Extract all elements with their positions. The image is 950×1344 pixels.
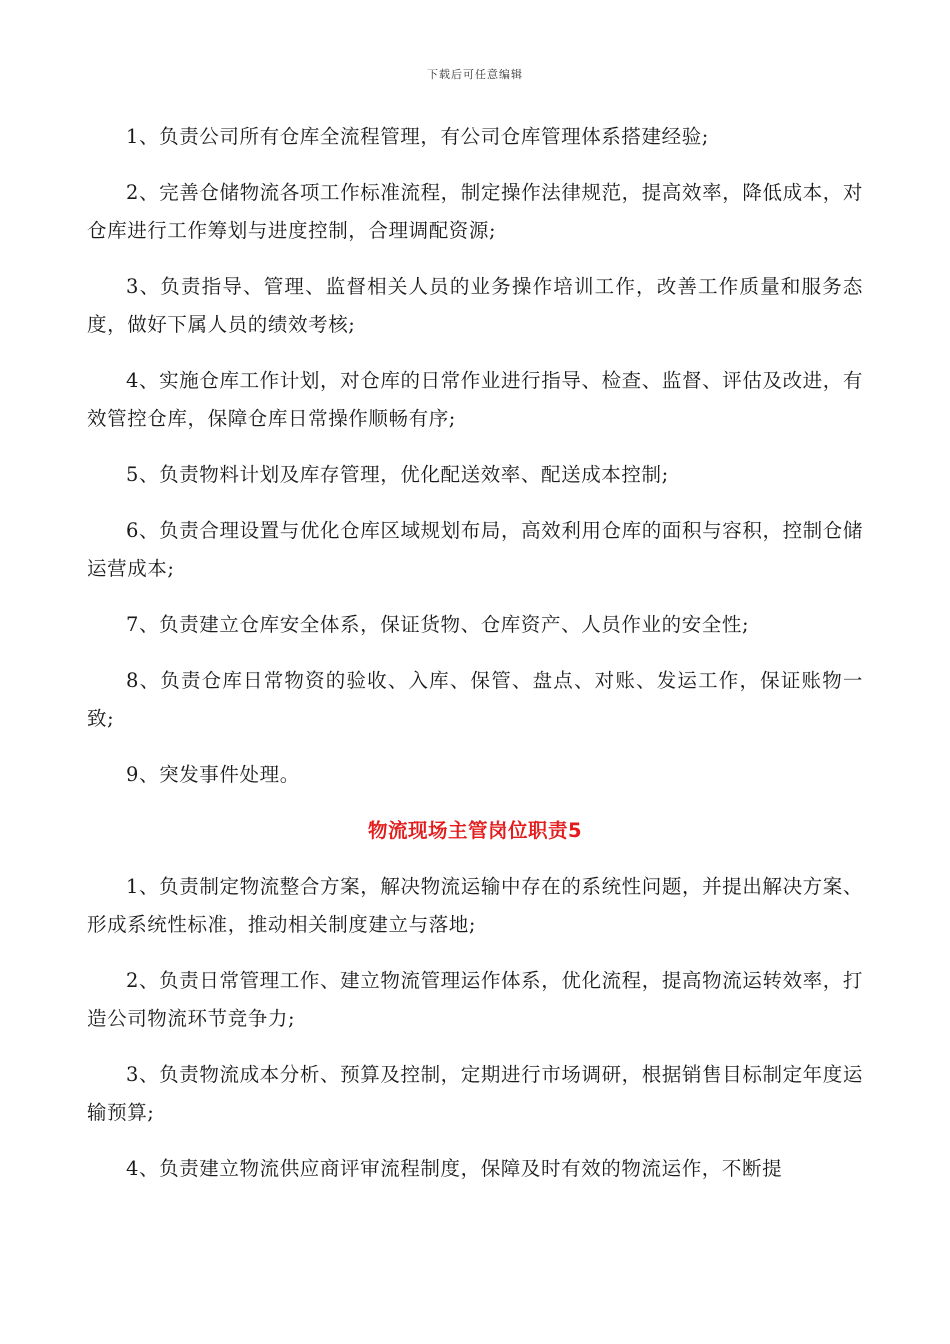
list-item: 1、负责公司所有仓库全流程管理，有公司仓库管理体系搭建经验; — [126, 125, 709, 148]
page-header: 下载后可任意编辑 — [427, 68, 523, 81]
list-item: 4、负责建立物流供应商评审流程制度，保障及时有效的物流运作，不断提 — [126, 1157, 783, 1180]
document-body — [87, 118, 863, 1206]
list-item: 9、突发事件处理。 — [126, 763, 300, 786]
list-item: 5、负责物料计划及库存管理，优化配送效率、配送成本控制; — [126, 463, 669, 486]
list-item: 2、负责日常管理工作、建立物流管理运作体系，优化流程，提高物流运转效率，打造公司物流环节竞争力; — [87, 969, 863, 1030]
list-item: 2、完善仓储物流各项工作标准流程，制定操作法律规范，提高效率，降低成本，对仓库进行工作筹划与进度控制，合理调配资源; — [87, 181, 863, 242]
list-item: 6、负责合理设置与优化仓库区域规划布局，高效利用仓库的面积与容积，控制仓储运营成本; — [87, 519, 863, 580]
section-title: 物流现场主管岗位职责5 — [367, 819, 583, 842]
list-item: 3、负责物流成本分析、预算及控制，定期进行市场调研，根据销售目标制定年度运输预算; — [87, 1063, 863, 1124]
list-item: 7、负责建立仓库安全体系，保证货物、仓库资产、人员作业的安全性; — [126, 613, 750, 636]
list-item: 8、负责仓库日常物资的验收、入库、保管、盘点、对账、发运工作，保证账物一致; — [87, 669, 863, 730]
list-item: 1、负责制定物流整合方案，解决物流运输中存在的系统性问题，并提出解决方案、形成系统性标准，推动相关制度建立与落地; — [87, 875, 863, 936]
list-item: 3、负责指导、管理、监督相关人员的业务操作培训工作，改善工作质量和服务态度，做好下属人员的绩效考核; — [87, 275, 863, 336]
list-item: 4、实施仓库工作计划，对仓库的日常作业进行指导、检查、监督、评估及改进，有效管控仓库，保障仓库日常操作顺畅有序; — [87, 369, 863, 430]
